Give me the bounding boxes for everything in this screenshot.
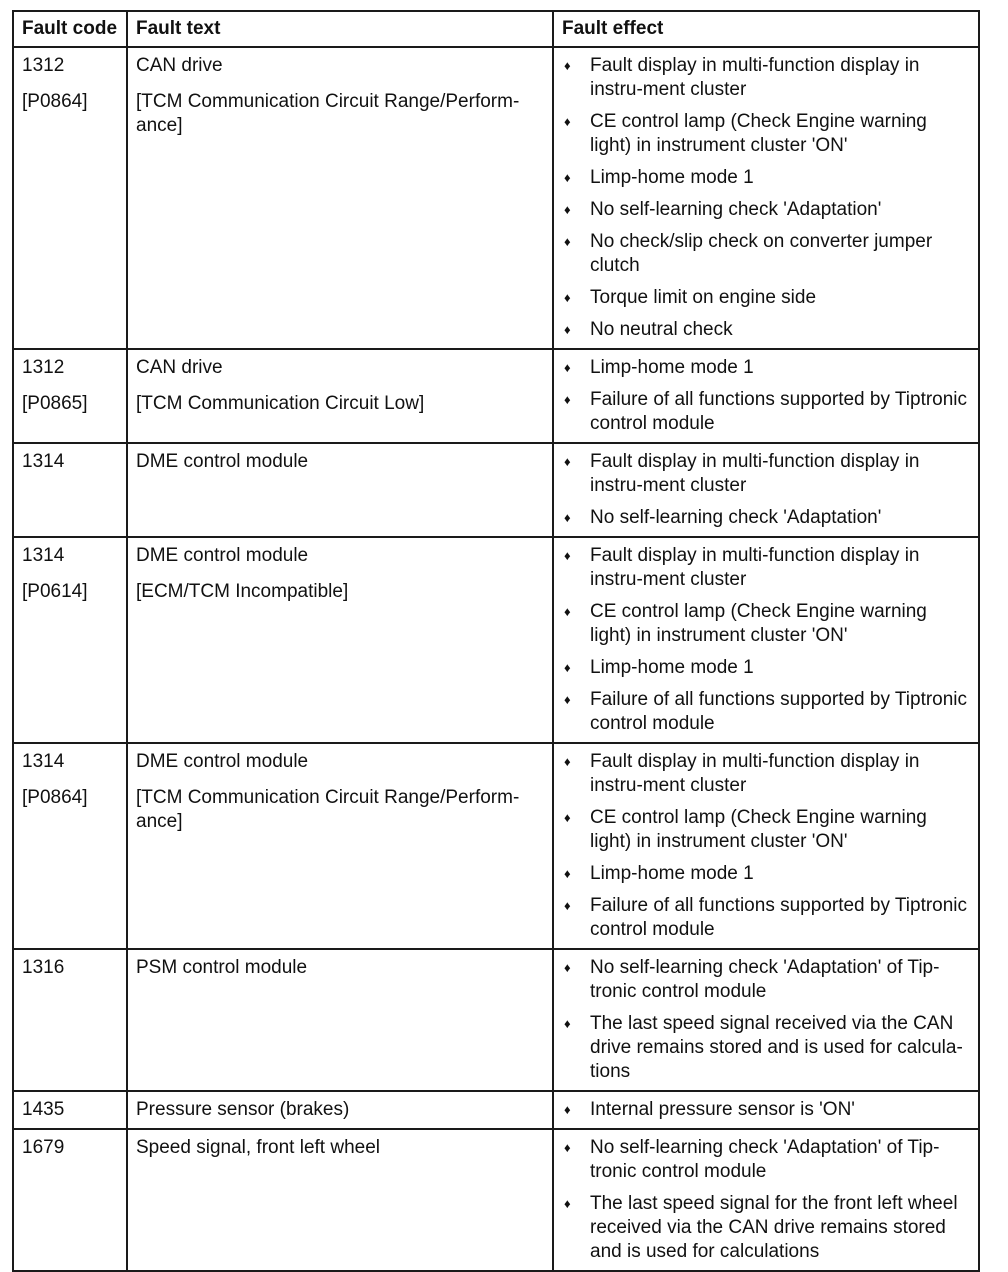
list-item: ♦ Fault display in multi-function display in instru-ment cluster — [562, 750, 970, 798]
fault-code: 1435 — [22, 1099, 65, 1120]
header-fault-code: Fault code — [13, 11, 127, 47]
fault-text: Speed signal, front left wheel — [136, 1137, 380, 1158]
list-item: ♦ Failure of all functions supported by Tiptronic control module — [562, 894, 970, 942]
list-item: ♦ No self-learning check 'Adaptation' — [562, 506, 970, 530]
table-row — [13, 349, 979, 443]
fault-table — [12, 10, 980, 1272]
list-item: ♦ Limp-home mode 1 — [562, 862, 970, 886]
fault-code: 1312 — [22, 357, 65, 378]
fault-text: DME control module — [136, 451, 309, 472]
list-item: ♦ Failure of all functions supported by Tiptronic control module — [562, 388, 970, 436]
fault-effect-list — [562, 450, 970, 530]
fault-effect-cell — [553, 349, 979, 443]
table-row — [13, 949, 979, 1091]
list-item: ♦ No self-learning check 'Adaptation' of Tip-tronic control module — [562, 1136, 970, 1184]
list-item: ♦ No self-learning check 'Adaptation' — [562, 198, 970, 222]
header-fault-effect: Fault effect — [553, 11, 979, 47]
fault-code-cell — [13, 47, 127, 349]
obd-code: [P0864] — [22, 787, 88, 808]
fault-effect-cell — [553, 949, 979, 1091]
list-item: ♦ No neutral check — [562, 318, 970, 342]
list-item: ♦ Limp-home mode 1 — [562, 356, 970, 380]
fault-text: PSM control module — [136, 957, 308, 978]
fault-text-cell — [127, 949, 553, 1091]
fault-text-cell — [127, 349, 553, 443]
list-item: ♦ CE control lamp (Check Engine warning light) in instrument cluster 'ON' — [562, 806, 970, 854]
list-item: ♦ The last speed signal received via the CAN drive remains stored and is used for calcula-tions — [562, 1012, 970, 1084]
fault-text-cell — [127, 1091, 553, 1129]
list-item: ♦ The last speed signal for the front left wheel received via the CAN drive remains stored and is used for calculations — [562, 1192, 970, 1264]
fault-effect-list — [562, 544, 970, 736]
list-item: ♦ No check/slip check on converter jumper clutch — [562, 230, 970, 278]
fault-text-cell — [127, 537, 553, 743]
fault-text-cell — [127, 743, 553, 949]
fault-text: Pressure sensor (brakes) — [136, 1099, 350, 1120]
table-row — [13, 47, 979, 349]
fault-text: CAN drive — [136, 55, 223, 76]
list-item: ♦ CE control lamp (Check Engine warning light) in instrument cluster 'ON' — [562, 600, 970, 648]
header-row — [13, 11, 979, 47]
fault-code-cell — [13, 743, 127, 949]
fault-text: DME control module — [136, 545, 309, 566]
fault-code-cell — [13, 349, 127, 443]
fault-text: CAN drive — [136, 357, 223, 378]
fault-detail: [ECM/TCM Incompatible] — [136, 581, 349, 602]
fault-code: 1314 — [22, 451, 65, 472]
obd-code: [P0864] — [22, 91, 88, 112]
list-item: ♦ Torque limit on engine side — [562, 286, 970, 310]
fault-code: 1312 — [22, 55, 65, 76]
list-item: ♦ Failure of all functions supported by Tiptronic control module — [562, 688, 970, 736]
list-item: ♦ No self-learning check 'Adaptation' of Tip-tronic control module — [562, 956, 970, 1004]
list-item: ♦ Fault display in multi-function display in instru-ment cluster — [562, 544, 970, 592]
fault-effect-list — [562, 54, 970, 342]
fault-text-cell — [127, 47, 553, 349]
fault-code: 1314 — [22, 751, 65, 772]
table-row — [13, 443, 979, 537]
fault-code-cell — [13, 1091, 127, 1129]
fault-effect-cell — [553, 1091, 979, 1129]
fault-effect-cell — [553, 743, 979, 949]
header-fault-text: Fault text — [127, 11, 553, 47]
fault-code: 1679 — [22, 1137, 65, 1158]
obd-code: [P0614] — [22, 581, 88, 602]
fault-effect-list — [562, 1098, 970, 1122]
fault-effect-list — [562, 956, 970, 1084]
fault-detail: [TCM Communication Circuit Range/Perform-ance] — [136, 787, 520, 832]
fault-text-cell — [127, 443, 553, 537]
list-item: ♦ CE control lamp (Check Engine warning light) in instrument cluster 'ON' — [562, 110, 970, 158]
table-row — [13, 537, 979, 743]
fault-effect-cell — [553, 47, 979, 349]
table-row — [13, 1129, 979, 1271]
fault-effect-cell — [553, 443, 979, 537]
fault-code-cell — [13, 949, 127, 1091]
fault-effect-cell — [553, 1129, 979, 1271]
fault-effect-list — [562, 356, 970, 436]
table-row — [13, 1091, 979, 1129]
fault-effect-list — [562, 750, 970, 942]
obd-code: [P0865] — [22, 393, 88, 414]
fault-text: DME control module — [136, 751, 309, 772]
fault-code-cell — [13, 1129, 127, 1271]
fault-code: 1316 — [22, 957, 65, 978]
list-item: ♦ Fault display in multi-function display in instru-ment cluster — [562, 54, 970, 102]
fault-rows — [13, 47, 979, 1271]
list-item: ♦ Limp-home mode 1 — [562, 166, 970, 190]
list-item: ♦ Limp-home mode 1 — [562, 656, 970, 680]
list-item: ♦ Fault display in multi-function display in instru-ment cluster — [562, 450, 970, 498]
fault-detail: [TCM Communication Circuit Range/Perform-ance] — [136, 91, 520, 136]
fault-text-cell — [127, 1129, 553, 1271]
fault-code: 1314 — [22, 545, 65, 566]
fault-effect-list — [562, 1136, 970, 1264]
table-row — [13, 743, 979, 949]
list-item: ♦ Internal pressure sensor is 'ON' — [562, 1098, 970, 1122]
fault-code-cell — [13, 443, 127, 537]
fault-effect-cell — [553, 537, 979, 743]
fault-detail: [TCM Communication Circuit Low] — [136, 393, 425, 414]
fault-code-cell — [13, 537, 127, 743]
